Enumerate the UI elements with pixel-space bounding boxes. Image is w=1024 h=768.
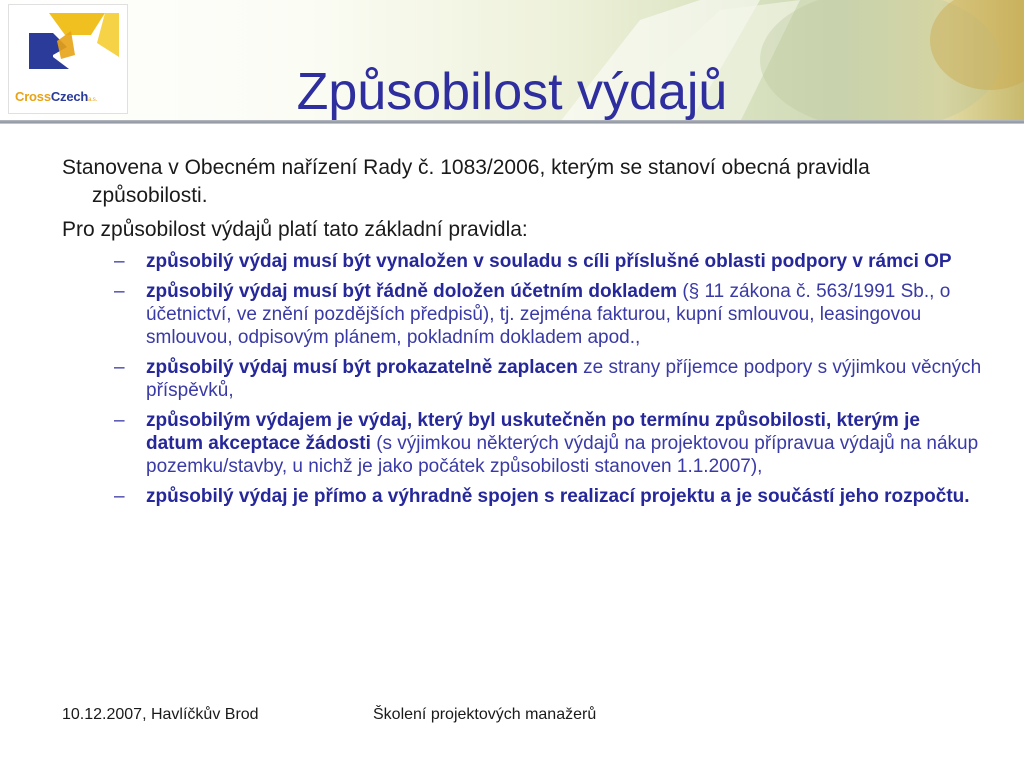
dash-bullet: –	[114, 357, 125, 378]
footer-date-place: 10.12.2007, Havlíčkův Brod	[62, 706, 259, 723]
rule-detail: (§ 11 zákona č. 563/1991 Sb., o účetnictví, ve znění pozdějších předpisů), tj. zejména fakturou, kupní smlouvou, leasingovou smlouvou, odpisovým plánem, pokladním dokladem apod.,	[146, 281, 951, 348]
footer-event: Školení projektových manažerů	[373, 706, 597, 723]
rule-emphasis: způsobilý výdaj musí být vynaložen v souladu s cíli příslušné oblasti podpory v rámci OP	[146, 251, 952, 272]
rule-item	[62, 409, 982, 478]
rule-emphasis: způsobilý výdaj musí být řádně doložen účetním dokladem	[146, 281, 678, 302]
rule-emphasis: způsobilý výdaj je přímo a výhradně spojen s realizací projektu a je součástí jeho rozpočtu.	[146, 486, 970, 507]
intro-paragraph: Stanovena v Obecném nařízení Rady č. 1083/2006, kterým se stanoví obecná pravidla způsobilosti.	[62, 156, 870, 207]
dash-bullet: –	[114, 486, 125, 507]
slide-title: Způsobilost výdajů	[296, 63, 728, 121]
dash-bullet: –	[114, 251, 125, 272]
intro-paragraph: Pro způsobilost výdajů platí tato základní pravidla:	[62, 218, 528, 241]
rule-item	[62, 280, 982, 349]
rule-item	[62, 356, 982, 402]
dash-bullet: –	[114, 410, 125, 431]
rule-item	[62, 250, 982, 273]
logo-wordmark: CrossCzecha.s.	[15, 89, 98, 104]
slide-body	[62, 154, 982, 515]
rule-detail: ze strany příjemce podpory s výjimkou věcných příspěvků,	[146, 357, 982, 401]
rule-item	[62, 485, 982, 508]
rule-emphasis: způsobilým výdajem je výdaj, který byl uskutečněn po termínu způsobilosti, kterým je datum akceptace žádosti	[146, 410, 920, 454]
rule-emphasis: způsobilý výdaj musí být prokazatelně zaplacen	[146, 357, 578, 378]
rule-detail: (s výjimkou některých výdajů na projektovou přípravua výdajů na nákup pozemku/stavby, u nichž je jako počátek způsobilosti stanoven 1.1.2007),	[146, 433, 979, 477]
dash-bullet: –	[114, 281, 125, 302]
